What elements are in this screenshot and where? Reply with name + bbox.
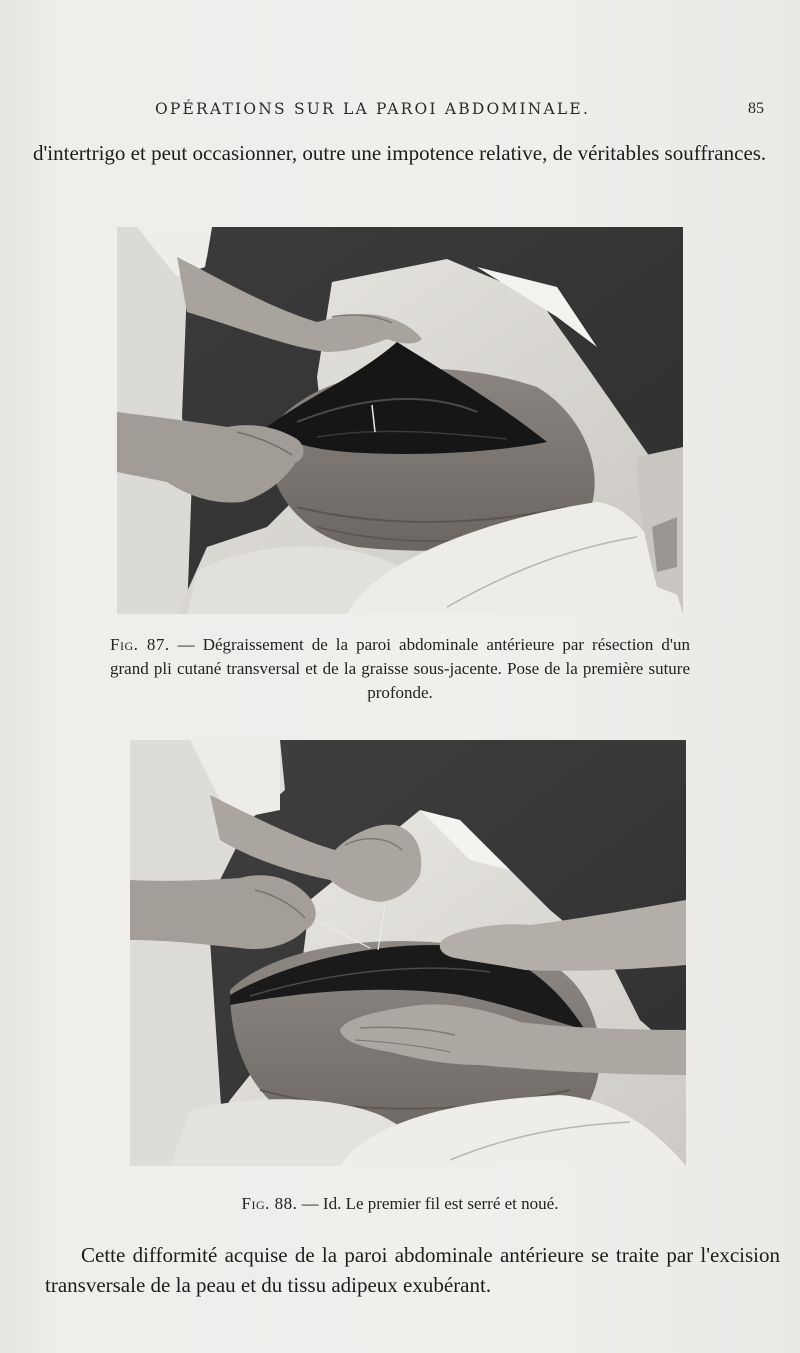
figure-88-caption [110,1192,690,1216]
figure-88-caption-text: — Id. Le premier fil est serré et noué. [301,1194,559,1213]
figure-88-image [130,740,686,1166]
figure-88-label: Fig. 88. [241,1194,298,1213]
paragraph-top: d'intertrigo et peut occasionner, outre une impotence relative, de véritables souffrances. [33,141,767,165]
paragraph-bottom: Cette difformité acquise de la paroi abdominale antérieure se traite par l'excision transversale de la peau et du tissu adipeux exubérant. [45,1243,780,1297]
figure-87-caption [110,633,690,705]
figure-87-photo [117,227,683,614]
figure-88-photo [130,740,686,1166]
page-number: 85 [748,100,764,117]
figure-87-caption-text: — Dégraissement de la paroi abdominale antérieure par résection d'un grand pli cutané transversal et de la graisse sous-jacente. Pose de la première suture profonde. [110,635,690,702]
running-head [40,100,780,124]
figure-87-label: Fig. 87. [110,635,170,654]
figure-87-image [117,227,683,614]
running-title: OPÉRATIONS SUR LA PAROI ABDOMINALE. [155,100,591,118]
